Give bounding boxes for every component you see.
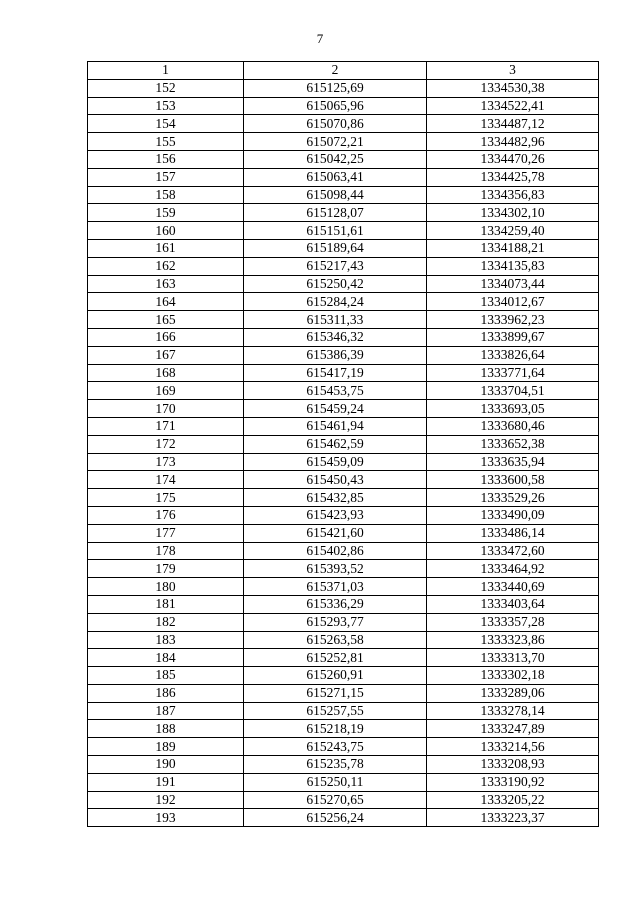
y-coordinate-cell: 1333403,64 <box>427 595 599 613</box>
point-number-cell: 158 <box>88 186 244 204</box>
x-coordinate-cell: 615432,85 <box>244 489 427 507</box>
y-coordinate-cell: 1333704,51 <box>427 382 599 400</box>
table-row <box>88 809 599 827</box>
x-coordinate-cell: 615256,24 <box>244 809 427 827</box>
y-coordinate-cell: 1334188,21 <box>427 239 599 257</box>
table-row <box>88 168 599 186</box>
table-row <box>88 150 599 168</box>
point-number-cell: 156 <box>88 150 244 168</box>
point-number-cell: 170 <box>88 400 244 418</box>
x-coordinate-cell: 615263,58 <box>244 631 427 649</box>
table-row <box>88 328 599 346</box>
table-row <box>88 773 599 791</box>
point-number-cell: 169 <box>88 382 244 400</box>
table-row <box>88 471 599 489</box>
y-coordinate-cell: 1333289,06 <box>427 684 599 702</box>
x-coordinate-cell: 615270,65 <box>244 791 427 809</box>
point-number-cell: 154 <box>88 115 244 133</box>
y-coordinate-cell: 1333214,56 <box>427 738 599 756</box>
point-number-cell: 166 <box>88 328 244 346</box>
x-coordinate-cell: 615235,78 <box>244 756 427 774</box>
y-coordinate-cell: 1333302,18 <box>427 667 599 685</box>
point-number-cell: 175 <box>88 489 244 507</box>
y-coordinate-cell: 1334522,41 <box>427 97 599 115</box>
point-number-cell: 177 <box>88 524 244 542</box>
y-coordinate-cell: 1334012,67 <box>427 293 599 311</box>
point-number-cell: 193 <box>88 809 244 827</box>
point-number-cell: 185 <box>88 667 244 685</box>
point-number-cell: 190 <box>88 756 244 774</box>
point-number-cell: 183 <box>88 631 244 649</box>
table-row <box>88 649 599 667</box>
point-number-cell: 181 <box>88 595 244 613</box>
table-row <box>88 613 599 631</box>
y-coordinate-cell: 1333962,23 <box>427 311 599 329</box>
y-coordinate-cell: 1333771,64 <box>427 364 599 382</box>
x-coordinate-cell: 615189,64 <box>244 239 427 257</box>
table-row <box>88 364 599 382</box>
y-coordinate-cell: 1333464,92 <box>427 560 599 578</box>
y-coordinate-cell: 1333223,37 <box>427 809 599 827</box>
point-number-cell: 184 <box>88 649 244 667</box>
table-row <box>88 400 599 418</box>
y-coordinate-cell: 1334302,10 <box>427 204 599 222</box>
table-row <box>88 257 599 275</box>
page-number: 7 <box>316 31 324 46</box>
y-coordinate-cell: 1334530,38 <box>427 79 599 97</box>
y-coordinate-cell: 1333357,28 <box>427 613 599 631</box>
y-coordinate-cell: 1333680,46 <box>427 417 599 435</box>
y-coordinate-cell: 1333635,94 <box>427 453 599 471</box>
point-number-cell: 157 <box>88 168 244 186</box>
table-header-row <box>88 62 599 80</box>
x-coordinate-cell: 615417,19 <box>244 364 427 382</box>
x-coordinate-cell: 615459,09 <box>244 453 427 471</box>
point-number-cell: 179 <box>88 560 244 578</box>
point-number-cell: 192 <box>88 791 244 809</box>
table-row <box>88 97 599 115</box>
column-header-2: 2 <box>244 62 427 80</box>
y-coordinate-cell: 1333899,67 <box>427 328 599 346</box>
x-coordinate-cell: 615386,39 <box>244 346 427 364</box>
table-row <box>88 293 599 311</box>
table-row <box>88 738 599 756</box>
x-coordinate-cell: 615070,86 <box>244 115 427 133</box>
coordinates-table <box>87 61 599 827</box>
x-coordinate-cell: 615243,75 <box>244 738 427 756</box>
table-row <box>88 506 599 524</box>
point-number-cell: 180 <box>88 578 244 596</box>
y-coordinate-cell: 1333440,69 <box>427 578 599 596</box>
table-row <box>88 222 599 240</box>
y-coordinate-cell: 1334425,78 <box>427 168 599 186</box>
table-row <box>88 79 599 97</box>
table-row <box>88 435 599 453</box>
table-row <box>88 542 599 560</box>
y-coordinate-cell: 1333529,26 <box>427 489 599 507</box>
table-row <box>88 311 599 329</box>
x-coordinate-cell: 615098,44 <box>244 186 427 204</box>
y-coordinate-cell: 1333323,86 <box>427 631 599 649</box>
point-number-cell: 189 <box>88 738 244 756</box>
table-row <box>88 702 599 720</box>
table-row <box>88 115 599 133</box>
point-number-cell: 155 <box>88 133 244 151</box>
y-coordinate-cell: 1333693,05 <box>427 400 599 418</box>
y-coordinate-cell: 1333826,64 <box>427 346 599 364</box>
table-row <box>88 204 599 222</box>
x-coordinate-cell: 615151,61 <box>244 222 427 240</box>
x-coordinate-cell: 615423,93 <box>244 506 427 524</box>
y-coordinate-cell: 1333472,60 <box>427 542 599 560</box>
point-number-cell: 167 <box>88 346 244 364</box>
table-row <box>88 453 599 471</box>
table-row <box>88 133 599 151</box>
x-coordinate-cell: 615042,25 <box>244 150 427 168</box>
y-coordinate-cell: 1333208,93 <box>427 756 599 774</box>
x-coordinate-cell: 615462,59 <box>244 435 427 453</box>
x-coordinate-cell: 615072,21 <box>244 133 427 151</box>
point-number-cell: 168 <box>88 364 244 382</box>
x-coordinate-cell: 615293,77 <box>244 613 427 631</box>
y-coordinate-cell: 1333313,70 <box>427 649 599 667</box>
table-row <box>88 791 599 809</box>
table-row <box>88 239 599 257</box>
point-number-cell: 173 <box>88 453 244 471</box>
point-number-cell: 172 <box>88 435 244 453</box>
point-number-cell: 187 <box>88 702 244 720</box>
point-number-cell: 153 <box>88 97 244 115</box>
x-coordinate-cell: 615125,69 <box>244 79 427 97</box>
x-coordinate-cell: 615271,15 <box>244 684 427 702</box>
x-coordinate-cell: 615453,75 <box>244 382 427 400</box>
x-coordinate-cell: 615063,41 <box>244 168 427 186</box>
x-coordinate-cell: 615252,81 <box>244 649 427 667</box>
x-coordinate-cell: 615402,86 <box>244 542 427 560</box>
x-coordinate-cell: 615284,24 <box>244 293 427 311</box>
y-coordinate-cell: 1334487,12 <box>427 115 599 133</box>
point-number-cell: 186 <box>88 684 244 702</box>
x-coordinate-cell: 615250,11 <box>244 773 427 791</box>
x-coordinate-cell: 615450,43 <box>244 471 427 489</box>
point-number-cell: 160 <box>88 222 244 240</box>
x-coordinate-cell: 615461,94 <box>244 417 427 435</box>
table-body <box>88 79 599 826</box>
x-coordinate-cell: 615371,03 <box>244 578 427 596</box>
y-coordinate-cell: 1333486,14 <box>427 524 599 542</box>
x-coordinate-cell: 615217,43 <box>244 257 427 275</box>
x-coordinate-cell: 615250,42 <box>244 275 427 293</box>
y-coordinate-cell: 1333652,38 <box>427 435 599 453</box>
point-number-cell: 174 <box>88 471 244 489</box>
table-row <box>88 275 599 293</box>
x-coordinate-cell: 615346,32 <box>244 328 427 346</box>
point-number-cell: 163 <box>88 275 244 293</box>
table-row <box>88 560 599 578</box>
point-number-cell: 182 <box>88 613 244 631</box>
table-row <box>88 524 599 542</box>
x-coordinate-cell: 615336,29 <box>244 595 427 613</box>
point-number-cell: 188 <box>88 720 244 738</box>
y-coordinate-cell: 1333247,89 <box>427 720 599 738</box>
x-coordinate-cell: 615260,91 <box>244 667 427 685</box>
column-header-1: 1 <box>88 62 244 80</box>
point-number-cell: 152 <box>88 79 244 97</box>
y-coordinate-cell: 1333278,14 <box>427 702 599 720</box>
table-row <box>88 417 599 435</box>
table-row <box>88 489 599 507</box>
x-coordinate-cell: 615257,55 <box>244 702 427 720</box>
point-number-cell: 178 <box>88 542 244 560</box>
table-row <box>88 667 599 685</box>
y-coordinate-cell: 1333190,92 <box>427 773 599 791</box>
y-coordinate-cell: 1333490,09 <box>427 506 599 524</box>
y-coordinate-cell: 1334135,83 <box>427 257 599 275</box>
table-row <box>88 631 599 649</box>
x-coordinate-cell: 615459,24 <box>244 400 427 418</box>
y-coordinate-cell: 1334356,83 <box>427 186 599 204</box>
point-number-cell: 162 <box>88 257 244 275</box>
table-row <box>88 756 599 774</box>
table-row <box>88 186 599 204</box>
point-number-cell: 161 <box>88 239 244 257</box>
point-number-cell: 159 <box>88 204 244 222</box>
point-number-cell: 164 <box>88 293 244 311</box>
y-coordinate-cell: 1334470,26 <box>427 150 599 168</box>
y-coordinate-cell: 1333205,22 <box>427 791 599 809</box>
point-number-cell: 176 <box>88 506 244 524</box>
point-number-cell: 165 <box>88 311 244 329</box>
table-row <box>88 578 599 596</box>
table-row <box>88 684 599 702</box>
x-coordinate-cell: 615065,96 <box>244 97 427 115</box>
x-coordinate-cell: 615218,19 <box>244 720 427 738</box>
y-coordinate-cell: 1334073,44 <box>427 275 599 293</box>
point-number-cell: 191 <box>88 773 244 791</box>
y-coordinate-cell: 1333600,58 <box>427 471 599 489</box>
table-row <box>88 346 599 364</box>
y-coordinate-cell: 1334482,96 <box>427 133 599 151</box>
point-number-cell: 171 <box>88 417 244 435</box>
table-row <box>88 382 599 400</box>
y-coordinate-cell: 1334259,40 <box>427 222 599 240</box>
x-coordinate-cell: 615311,33 <box>244 311 427 329</box>
x-coordinate-cell: 615128,07 <box>244 204 427 222</box>
table-row <box>88 720 599 738</box>
x-coordinate-cell: 615393,52 <box>244 560 427 578</box>
column-header-3: 3 <box>427 62 599 80</box>
x-coordinate-cell: 615421,60 <box>244 524 427 542</box>
table-row <box>88 595 599 613</box>
